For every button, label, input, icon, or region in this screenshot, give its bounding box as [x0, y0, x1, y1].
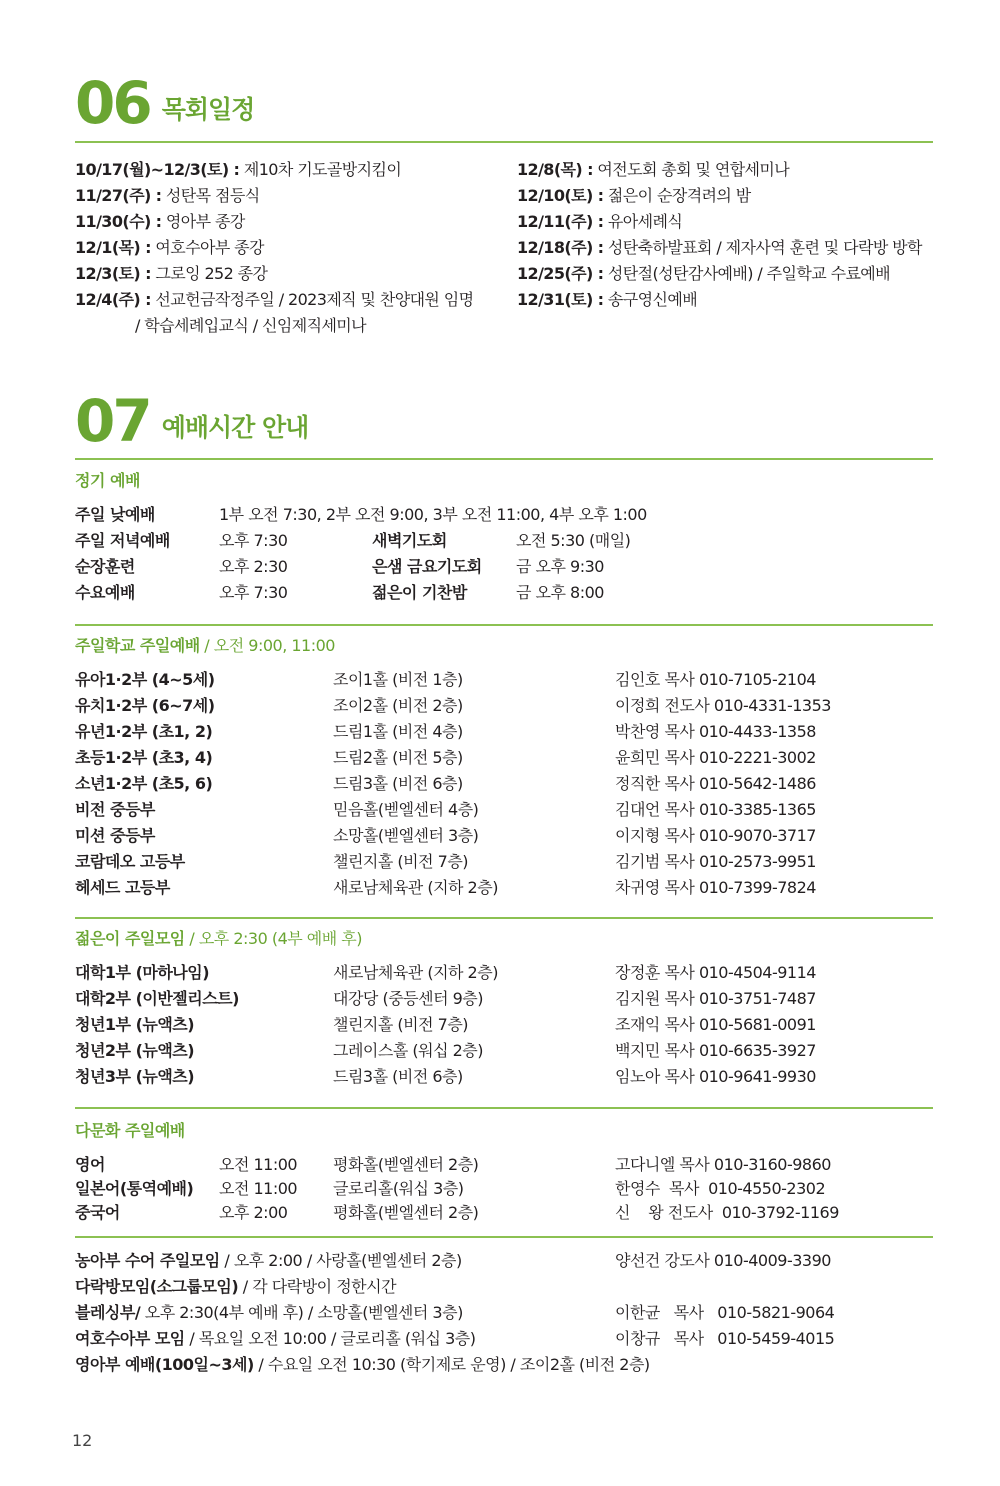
schedule-item: 12/1(목) : 여호수아부 종강	[75, 238, 264, 257]
page-number: 12	[72, 1431, 93, 1450]
divider	[75, 458, 933, 460]
schedule-item: 12/10(토) : 젊은이 순장격려의 밤	[517, 186, 751, 205]
table-row: 미션 중등부 소망홀(벧엘센터 3층) 이지형 목사 010-9070-3717	[75, 826, 816, 845]
section-number: 06	[75, 69, 150, 137]
list-item: 영아부 예배(100일~3세) / 수요일 오전 10:30 (학기제로 운영) / 조이2홀 (비전 2층)	[75, 1355, 650, 1374]
table-row: 유아1·2부 (4~5세) 조이1홀 (비전 1층) 김인호 목사 010-7105-2104	[75, 670, 816, 689]
schedule-left-column	[75, 157, 473, 339]
multicultural-table	[75, 1152, 933, 1224]
table-row: 비전 중등부 믿음홀(벧엘센터 4층) 김대언 목사 010-3385-1365	[75, 800, 816, 819]
divider	[75, 624, 933, 626]
schedule-item: 12/11(주) : 유아세례식	[517, 212, 683, 231]
schedule-item: 12/8(목) : 여전도회 총회 및 연합세미나	[517, 160, 790, 179]
table-row: 대학1부 (마하나임) 새로남체육관 (지하 2층) 장정훈 목사 010-4504-9114	[75, 963, 816, 982]
table-row: 유년1·2부 (초1, 2) 드림1홀 (비전 4층) 박찬영 목사 010-4433-1358	[75, 722, 816, 741]
table-row: 청년2부 (뉴액츠) 그레이스홀 (워십 2층) 백지민 목사 010-6635-3927	[75, 1041, 816, 1060]
table-row: 영어 오전 11:00 평화홀(벧엘센터 2층) 고다니엘 목사 010-3160-9860	[75, 1155, 831, 1174]
divider	[75, 141, 933, 143]
table-row: 중국어 오후 2:00 평화홀(벧엘센터 2층) 신 왕 전도사 010-3792-1169	[75, 1203, 839, 1222]
list-item: 농아부 수어 주일모임 / 오후 2:00 / 사랑홀(벧엘센터 2층) 양선건 강도사 010-4009-3390	[75, 1251, 831, 1270]
table-row: 대학2부 (이반젤리스트) 대강당 (중등센터 9층) 김지원 목사 010-3751-7487	[75, 989, 816, 1008]
multicultural-heading: 다문화 주일예배	[75, 1121, 185, 1140]
regular-worship-heading: 정기 예배	[75, 471, 140, 490]
table-row: 주일 저녁예배 오후 7:30 새벽기도회 오전 5:30 (매일)	[75, 531, 631, 550]
section-title: 예배시간 안내	[161, 413, 309, 442]
section-06-header	[75, 69, 255, 137]
schedule-item: 12/3(토) : 그로잉 252 종강	[75, 264, 268, 283]
schedule-item: 12/18(주) : 성탄축하발표회 / 제자사역 훈련 및 다락방 방학	[517, 238, 922, 257]
table-row: 초등1·2부 (초3, 4) 드림2홀 (비전 5층) 윤희민 목사 010-2221-3002	[75, 748, 816, 767]
schedule-item: 11/30(수) : 영아부 종강	[75, 212, 245, 231]
table-row: 수요예배 오후 7:30 젊은이 기찬밤 금 오후 8:00	[75, 583, 604, 602]
list-item: 여호수아부 모임 / 목요일 오전 10:00 / 글로리홀 (워십 3층) 이창규 목사 010-5459-4015	[75, 1329, 835, 1348]
table-row: 청년3부 (뉴액츠) 드림3홀 (비전 6층) 임노아 목사 010-9641-9930	[75, 1067, 816, 1086]
regular-worship-table	[75, 502, 933, 606]
section-number: 07	[75, 387, 150, 455]
table-row: 소년1·2부 (초5, 6) 드림3홀 (비전 6층) 정직한 목사 010-5642-1486	[75, 774, 816, 793]
schedule-item-continued: / 학습세례입교식 / 신임제직세미나	[135, 316, 367, 335]
schedule-item: 10/17(월)~12/3(토) : 제10차 기도골방지킴이	[75, 160, 402, 179]
list-item: 다락방모임(소그룹모임) / 각 다락방이 정한시간	[75, 1277, 397, 1296]
table-row: 헤세드 고등부 새로남체육관 (지하 2층) 차귀영 목사 010-7399-7824	[75, 878, 816, 897]
youth-heading: 젊은이 주일모임 / 오후 2:30 (4부 예배 후)	[75, 929, 363, 948]
section-07-header	[75, 387, 309, 455]
divider	[75, 1107, 933, 1109]
table-row: 코람데오 고등부 챌린지홀 (비전 7층) 김기범 목사 010-2573-9951	[75, 852, 816, 871]
table-row: 유치1·2부 (6~7세) 조이2홀 (비전 2층) 이정희 전도사 010-4331-1353	[75, 696, 831, 715]
sunday-school-table	[75, 667, 933, 901]
schedule-item: 12/25(주) : 성탄절(성탄감사예배) / 주일학교 수료예배	[517, 264, 891, 283]
table-row: 순장훈련 오후 2:30 은샘 금요기도회 금 오후 9:30	[75, 557, 604, 576]
list-item: 블레싱부/ 오후 2:30(4부 예배 후) / 소망홀(벧엘센터 3층) 이한균 목사 010-5821-9064	[75, 1303, 835, 1322]
table-row: 일본어(통역예배) 오전 11:00 글로리홀(워십 3층) 한영수 목사 010-4550-2302	[75, 1179, 826, 1198]
schedule-item: 12/31(토) : 송구영신예배	[517, 290, 698, 309]
sunday-school-heading: 주일학교 주일예배 / 오전 9:00, 11:00	[75, 636, 335, 655]
schedule-right-column	[517, 157, 922, 313]
youth-table	[75, 960, 933, 1090]
schedule-item: 12/4(주) : 선교헌금작정주일 / 2023제직 및 찬양대원 임명	[75, 290, 474, 309]
other-meetings-list	[75, 1248, 933, 1378]
table-row: 주일 낮예배 1부 오전 7:30, 2부 오전 9:00, 3부 오전 11:00, 4부 오후 1:00	[75, 505, 647, 524]
divider	[75, 917, 933, 919]
divider	[75, 1236, 933, 1238]
section-title: 목회일정	[161, 95, 255, 124]
schedule-item: 11/27(주) : 성탄목 점등식	[75, 186, 260, 205]
table-row: 청년1부 (뉴액츠) 챌린지홀 (비전 7층) 조재익 목사 010-5681-0091	[75, 1015, 816, 1034]
